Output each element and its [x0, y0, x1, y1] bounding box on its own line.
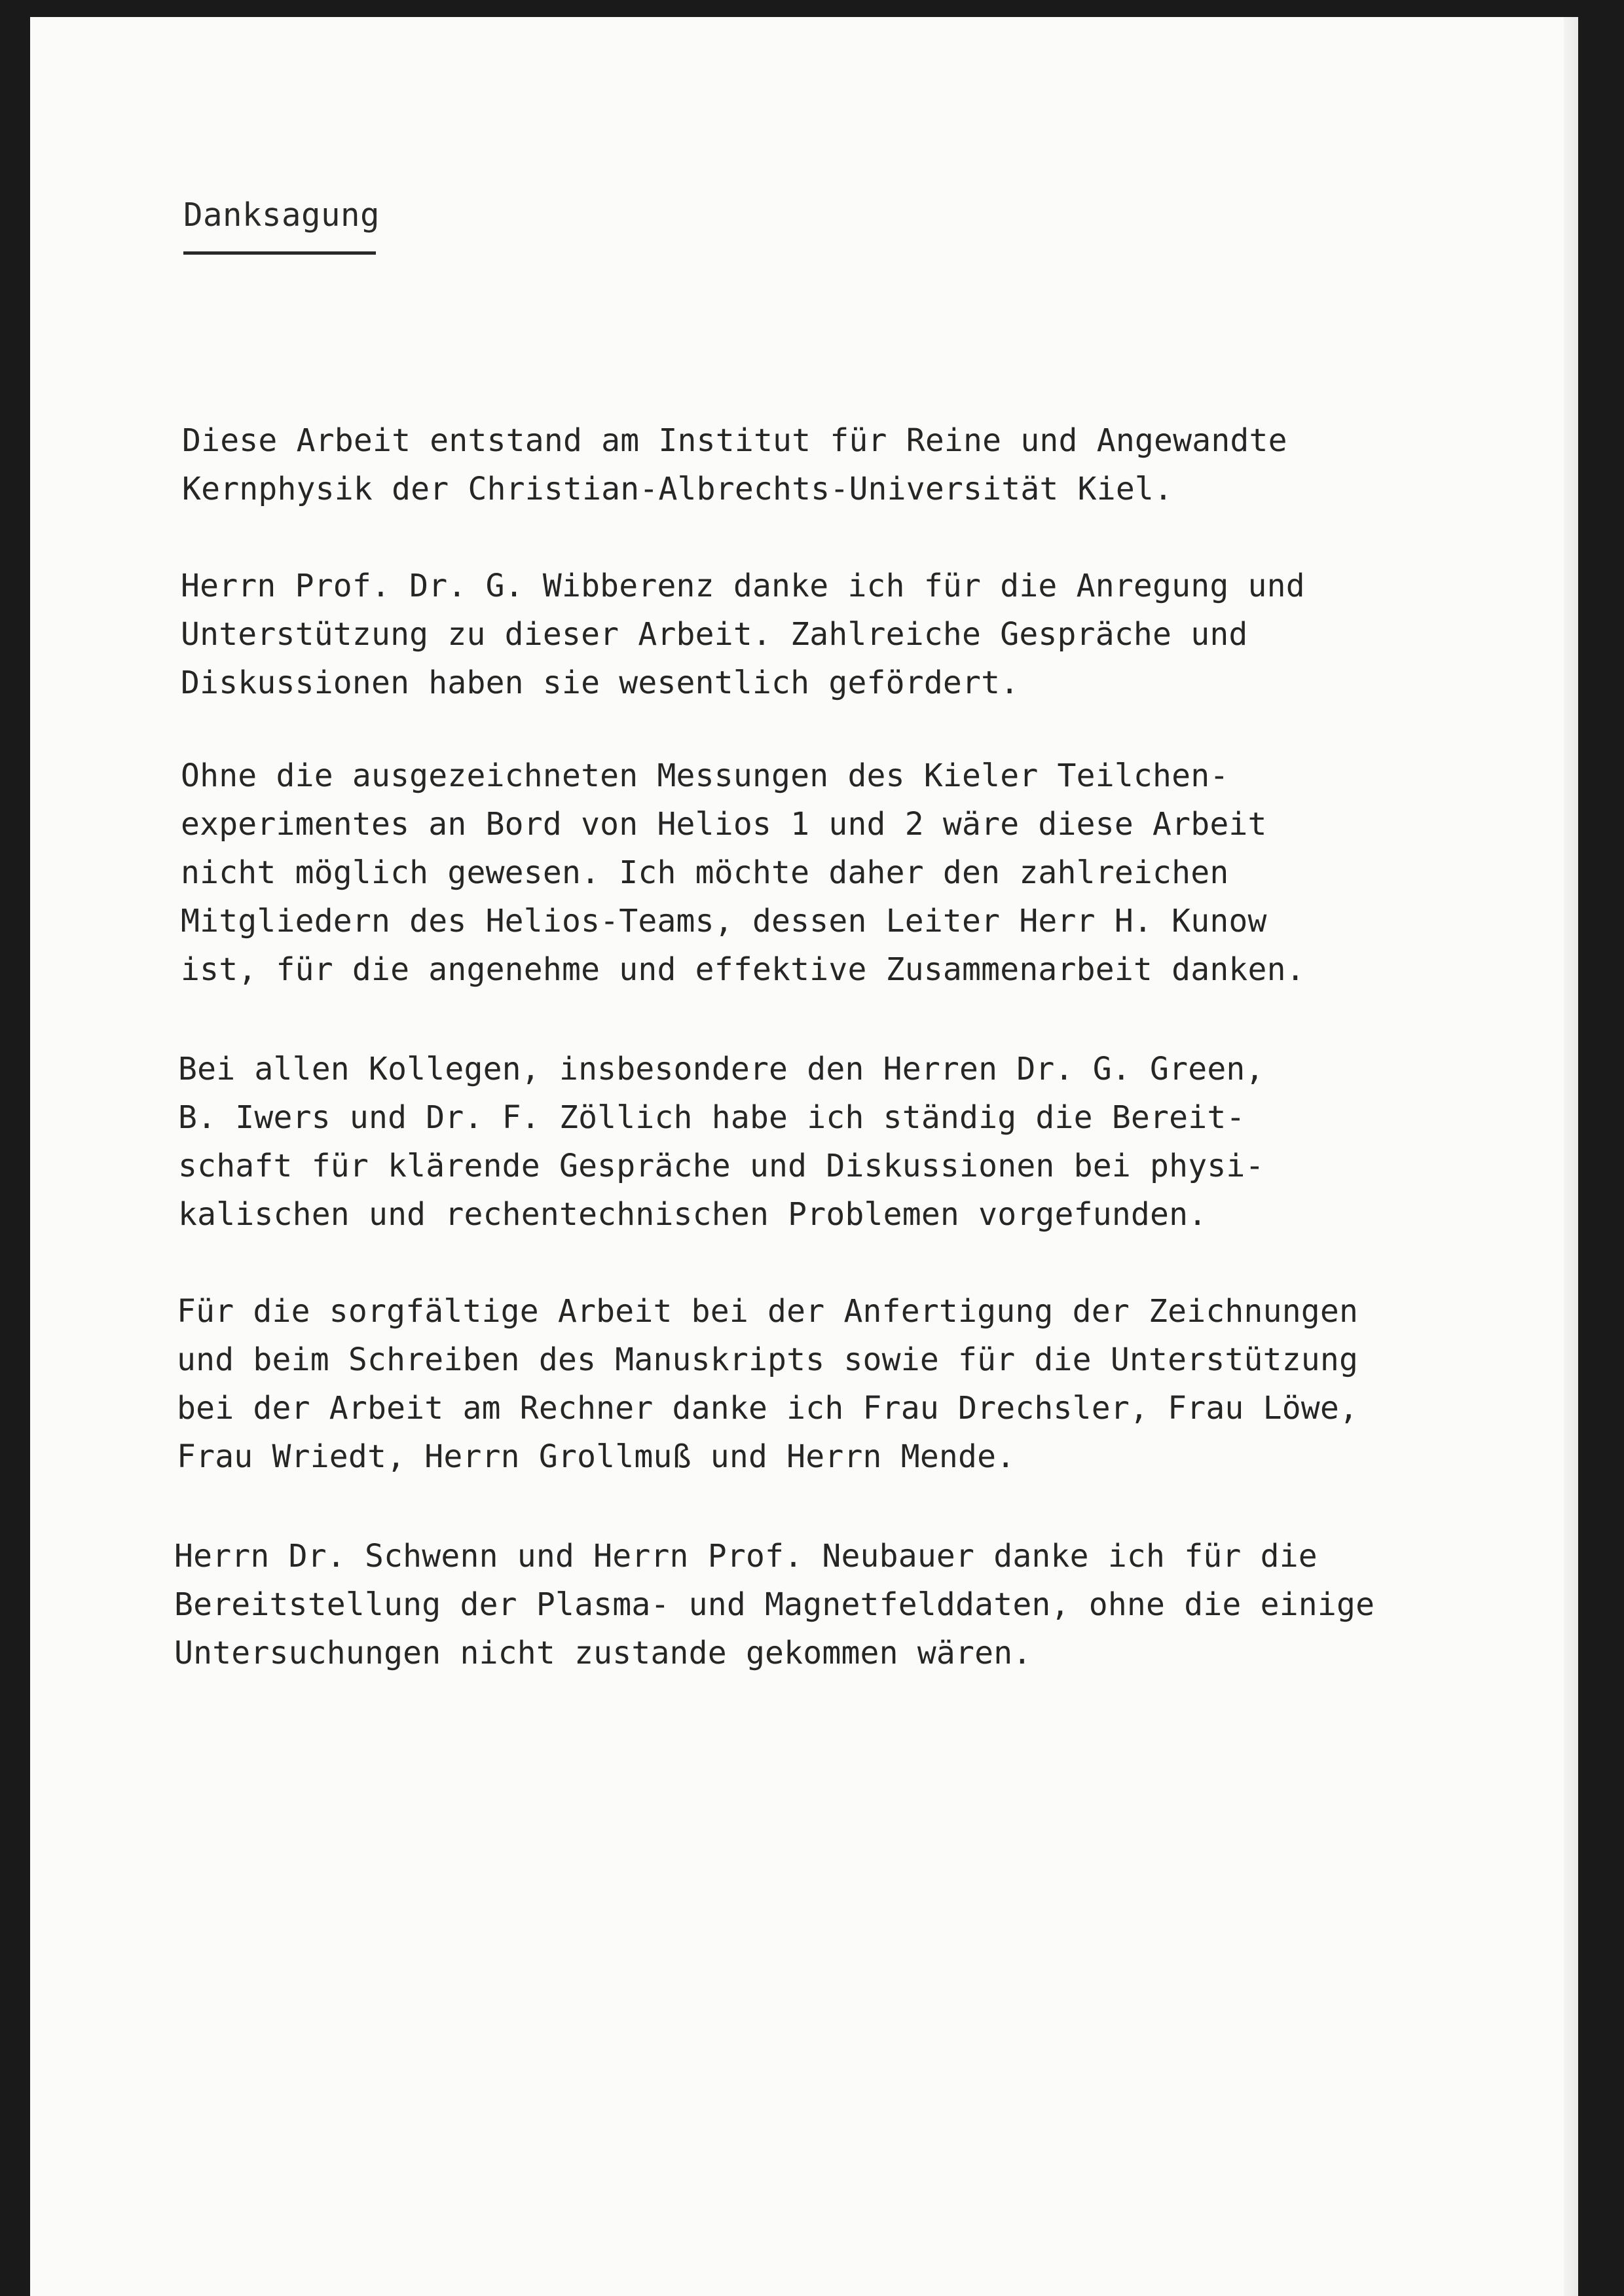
text-line: Untersuchungen nicht zustande gekommen wären.	[174, 1635, 1032, 1671]
text-line: bei der Arbeit am Rechner danke ich Frau Drechsler, Frau Löwe,	[177, 1390, 1359, 1427]
text-line: experimentes an Bord von Helios 1 und 2 wäre diese Arbeit	[181, 806, 1267, 843]
text-line: Für die sorgfältige Arbeit bei der Anfertigung der Zeichnungen	[177, 1293, 1359, 1330]
page-heading: Danksagung	[183, 196, 380, 234]
text-line: Diese Arbeit entstand am Institut für Reine und Angewandte	[182, 422, 1287, 459]
paper-edge-shadow	[1564, 17, 1578, 2296]
text-line: Bereitstellung der Plasma- und Magnetfelddaten, ohne die einige	[174, 1586, 1375, 1623]
text-line: Herrn Dr. Schwenn und Herrn Prof. Neubauer danke ich für die	[174, 1538, 1318, 1575]
text-line: Diskussionen haben sie wesentlich gefördert.	[181, 665, 1020, 701]
text-line: B. Iwers und Dr. F. Zöllich habe ich ständig die Bereit-	[178, 1099, 1246, 1136]
text-line: Frau Wriedt, Herrn Grollmuß und Herrn Mende.	[177, 1438, 1016, 1475]
heading-underline	[183, 251, 376, 255]
text-line: ist, für die angenehme und effektive Zusammenarbeit danken.	[181, 951, 1305, 988]
text-line: schaft für klärende Gespräche und Diskussionen bei physi-	[178, 1148, 1264, 1184]
text-line: und beim Schreiben des Manuskripts sowie für die Unterstützung	[177, 1341, 1359, 1378]
text-line: Unterstützung zu dieser Arbeit. Zahlreiche Gespräche und	[181, 616, 1248, 653]
text-line: Mitgliedern des Helios-Teams, dessen Leiter Herr H. Kunow	[181, 903, 1267, 939]
text-line: Ohne die ausgezeichneten Messungen des Kieler Teilchen-	[181, 757, 1229, 794]
text-line: Kernphysik der Christian-Albrechts-Universität Kiel.	[182, 471, 1173, 507]
text-line: kalischen und rechentechnischen Problemen vorgefunden.	[178, 1196, 1208, 1233]
text-line: Bei allen Kollegen, insbesondere den Herren Dr. G. Green,	[178, 1051, 1264, 1087]
text-line: Herrn Prof. Dr. G. Wibberenz danke ich für die Anregung und	[181, 568, 1305, 604]
paragraph-data-providers	[174, 1435, 1375, 1774]
text-line: nicht möglich gewesen. Ich möchte daher den zahlreichen	[181, 854, 1229, 891]
